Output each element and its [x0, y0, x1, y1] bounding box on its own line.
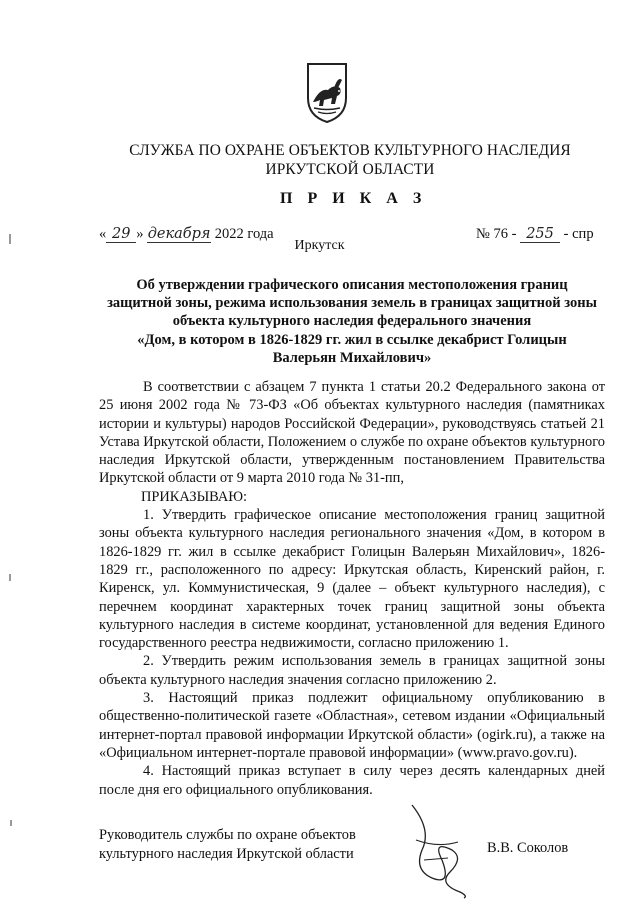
date-quote-open: «: [99, 226, 107, 242]
scan-margin-mark: [10, 820, 12, 826]
scan-margin-mark: [9, 574, 11, 581]
date-year: 2022 года: [214, 226, 274, 242]
order-item-2: 2. Утвердить режим использования земель в границах защитной зоны объекта культурного наследия значения согласно приложению 2.: [99, 653, 605, 688]
heading-line: защитной зоны, режима использования земель в границах защитной зоны: [107, 295, 597, 312]
signatory-name: В.В. Соколов: [487, 840, 569, 856]
order-item-1: 1. Утвердить графическое описание местоположения границ защитной зоны объекта культурного наследия регионального значения «Дом, в котором в 1826-1829 гг. жил в ссылке декабрист Голицын Валерьян Михайлович», 1826-1829 гг., расположенного по адресу: Иркутская область, Киренский район, г. Киренск, ул. Коммунистическая, 9 (далее – объект культурного наследия), с перечнем координат характерных точек границ защитной зоны объекта культурного наследия в системе координат, установленной для ведения Единого государственного реестра недвижимости, согласно приложению 1.: [99, 507, 605, 652]
heading-line: Об утверждении графического описания местоположения границ: [136, 277, 568, 293]
document-city: Иркутск: [294, 238, 345, 253]
signatory-title: [99, 826, 356, 863]
order-item-4: 4. Настоящий приказ вступает в силу через десять календарных дней после дня его официального опубликования.: [99, 763, 605, 798]
document-type-title: П Р И К А З: [280, 190, 427, 207]
scan-margin-mark: [9, 234, 11, 244]
coat-of-arms-icon: [304, 60, 350, 124]
date-day: 29: [106, 226, 136, 243]
signatory-title-line: Руководитель службы по охране объектов: [99, 827, 356, 843]
decree-word: ПРИКАЗЫВАЮ:: [141, 488, 248, 505]
signatory-title-line: культурного наследия Иркутской области: [99, 845, 354, 862]
agency-name-line1: СЛУЖБА ПО ОХРАНЕ ОБЪЕКТОВ КУЛЬТУРНОГО НАСЛЕДИЯ: [129, 142, 571, 159]
heading-line: Валерьян Михайлович»: [272, 349, 432, 366]
number-suffix: - спр: [563, 226, 594, 242]
date-month: декабря: [147, 226, 211, 242]
document-heading: [99, 276, 605, 367]
number-value: 255: [520, 226, 560, 243]
handwritten-signature: [402, 800, 472, 900]
heading-line: объекта культурного наследия федерального значения: [172, 313, 532, 330]
document-body: [99, 378, 605, 799]
heading-line: «Дом, в котором в 1826-1829 гг. жил в ссылке декабрист Голицын: [137, 331, 567, 348]
preamble-paragraph: В соответствии с абзацем 7 пункта 1 статьи 20.2 Федерального закона от 25 июня 2002 года № 73-ФЗ «Об объектах культурного наследия (памятниках истории и культуры) народов Российской Федерации», руководствуясь статьей 21 Устава Иркутской области, Положением о службе по охране объектов культурного наследия Иркутской области, утвержденным постановлением Правительства Иркутской области от 9 марта 2010 года № 31-пп,: [99, 379, 605, 487]
agency-name-line2: ИРКУТСКОЙ ОБЛАСТИ: [265, 161, 435, 178]
date-quote-close: »: [136, 226, 144, 242]
number-prefix: № 76 -: [476, 226, 517, 242]
order-item-3: 3. Настоящий приказ подлежит официальному опубликованию в общественно-политической газете «Областная», сетевом издании «Официальный интернет-портал правовой информации Иркутской области» (ogirk.ru), а также на «Официальном интернет-портале правовой информации» (www.pravo.gov.ru).: [99, 690, 605, 761]
